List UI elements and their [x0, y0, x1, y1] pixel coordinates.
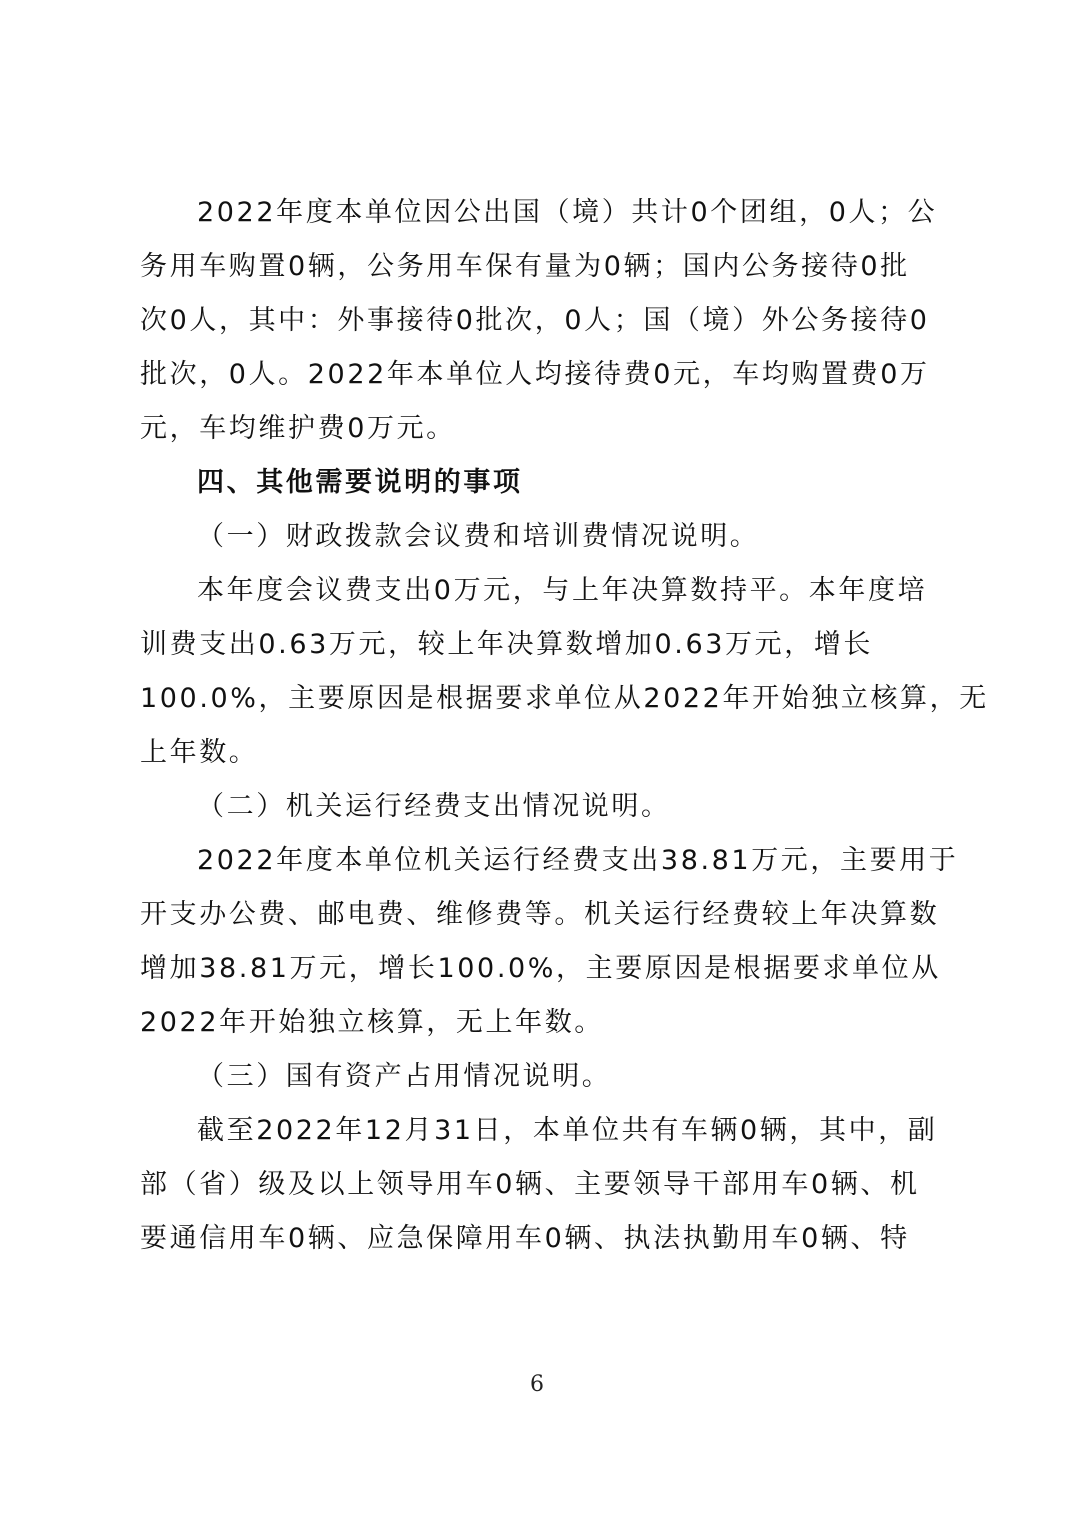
- paragraph-line: 要通信用车0辆、应急保障用车0辆、执法执勤用车0辆、特: [140, 1223, 910, 1254]
- paragraph-line: 训费支出0.63万元，较上年决算数增加0.63万元，增长: [140, 629, 874, 660]
- subsection-heading: （二）机关运行经费支出情况说明。: [197, 791, 671, 822]
- paragraph-line: 开支办公费、邮电费、维修费等。机关运行经费较上年决算数: [140, 899, 940, 930]
- paragraph-line: 上年数。: [140, 737, 259, 768]
- paragraph-line: 部（省）级及以上领导用车0辆、主要领导干部用车0辆、机: [140, 1169, 920, 1200]
- paragraph-line: 务用车购置0辆，公务用车保有量为0辆；国内公务接待0批: [140, 251, 910, 282]
- paragraph-line: 2022年开始独立核算，无上年数。: [140, 1007, 604, 1038]
- paragraph-line: 增加38.81万元，增长100.0%，主要原因是根据要求单位从: [140, 953, 941, 984]
- page-number: 6: [530, 1372, 544, 1397]
- paragraph-line: 2022年度本单位因公出国（境）共计0个团组，0人；公: [197, 197, 938, 228]
- subsection-heading: （三）国有资产占用情况说明。: [197, 1061, 612, 1092]
- subsection-heading: （一）财政拨款会议费和培训费情况说明。: [197, 521, 760, 552]
- section-heading: 四、其他需要说明的事项: [197, 467, 523, 498]
- paragraph-line: 截至2022年12月31日，本单位共有车辆0辆，其中，副: [197, 1115, 938, 1146]
- paragraph-line: 2022年度本单位机关运行经费支出38.81万元，主要用于: [197, 845, 959, 876]
- paragraph-line: 次0人，其中：外事接待0批次，0人；国（境）外公务接待0: [140, 305, 930, 336]
- paragraph-line: 本年度会议费支出0万元，与上年决算数持平。本年度培: [197, 575, 928, 606]
- paragraph-line: 批次，0人。2022年本单位人均接待费0元，车均购置费0万: [140, 359, 930, 390]
- paragraph-line: 100.0%，主要原因是根据要求单位从2022年开始独立核算，无: [140, 683, 989, 714]
- paragraph-line: 元，车均维护费0万元。: [140, 413, 456, 444]
